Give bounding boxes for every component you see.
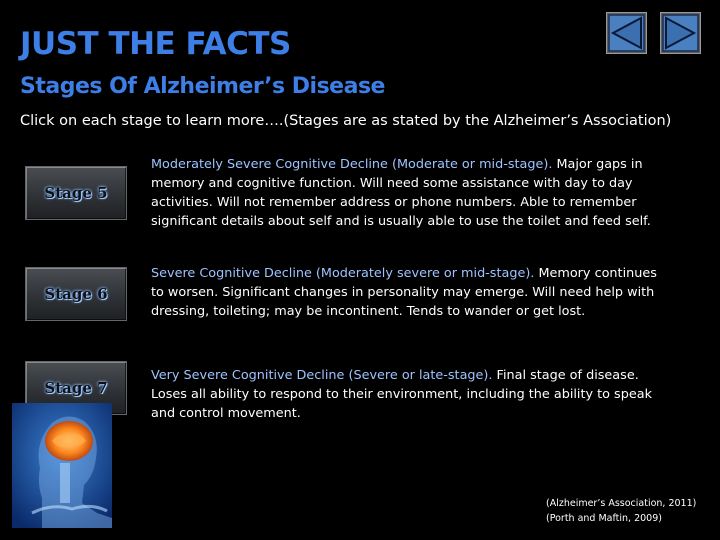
stage-5-button[interactable]: Stage 5 [25, 166, 127, 220]
stage-7-text: Final stage of disease. Loses all ability to respond to their environment, including the ability to speak and control movement. [151, 368, 652, 421]
page-title: JUST THE FACTS [20, 26, 291, 62]
stage-6-button[interactable]: Stage 6 [25, 267, 127, 321]
stage-5-description [151, 155, 673, 231]
back-button[interactable] [606, 12, 647, 54]
forward-button[interactable] [660, 12, 701, 54]
citation-2: (Porth and Maftin, 2009) [546, 513, 662, 524]
citations [546, 496, 696, 526]
instructions-text: Click on each stage to learn more….(Stages are as stated by the Alzheimer’s Association) [20, 113, 672, 129]
stage-6-heading: Severe Cognitive Decline (Moderately severe or mid-stage). [151, 266, 535, 281]
triangle-right-icon [660, 12, 701, 54]
citation-1: (Alzheimer’s Association, 2011) [546, 498, 697, 509]
stage-7-description [151, 366, 673, 423]
stage-6-description [151, 264, 673, 321]
stage-6-text: Memory continues to worsen. Significant changes in personality may emerge. Will need help with dressing, toileting; may be incontinent. Tends to wander or get lost. [151, 266, 657, 319]
page-subtitle: Stages Of Alzheimer’s Disease [20, 74, 385, 99]
brain-xray-image [12, 403, 112, 528]
triangle-left-icon [606, 12, 647, 54]
stage-7-heading: Very Severe Cognitive Decline (Severe or late-stage). [151, 368, 493, 383]
stage-5-heading: Moderately Severe Cognitive Decline (Moderate or mid-stage). [151, 157, 553, 172]
stage-5-text: Major gaps in memory and cognitive function. Will need some assistance with day to day activities. Will not remember address or phone numbers. Able to remember significant details about self and is usually able to use the toilet and feed self. [151, 157, 651, 229]
stage-7-button[interactable]: Stage 7 [25, 361, 127, 415]
